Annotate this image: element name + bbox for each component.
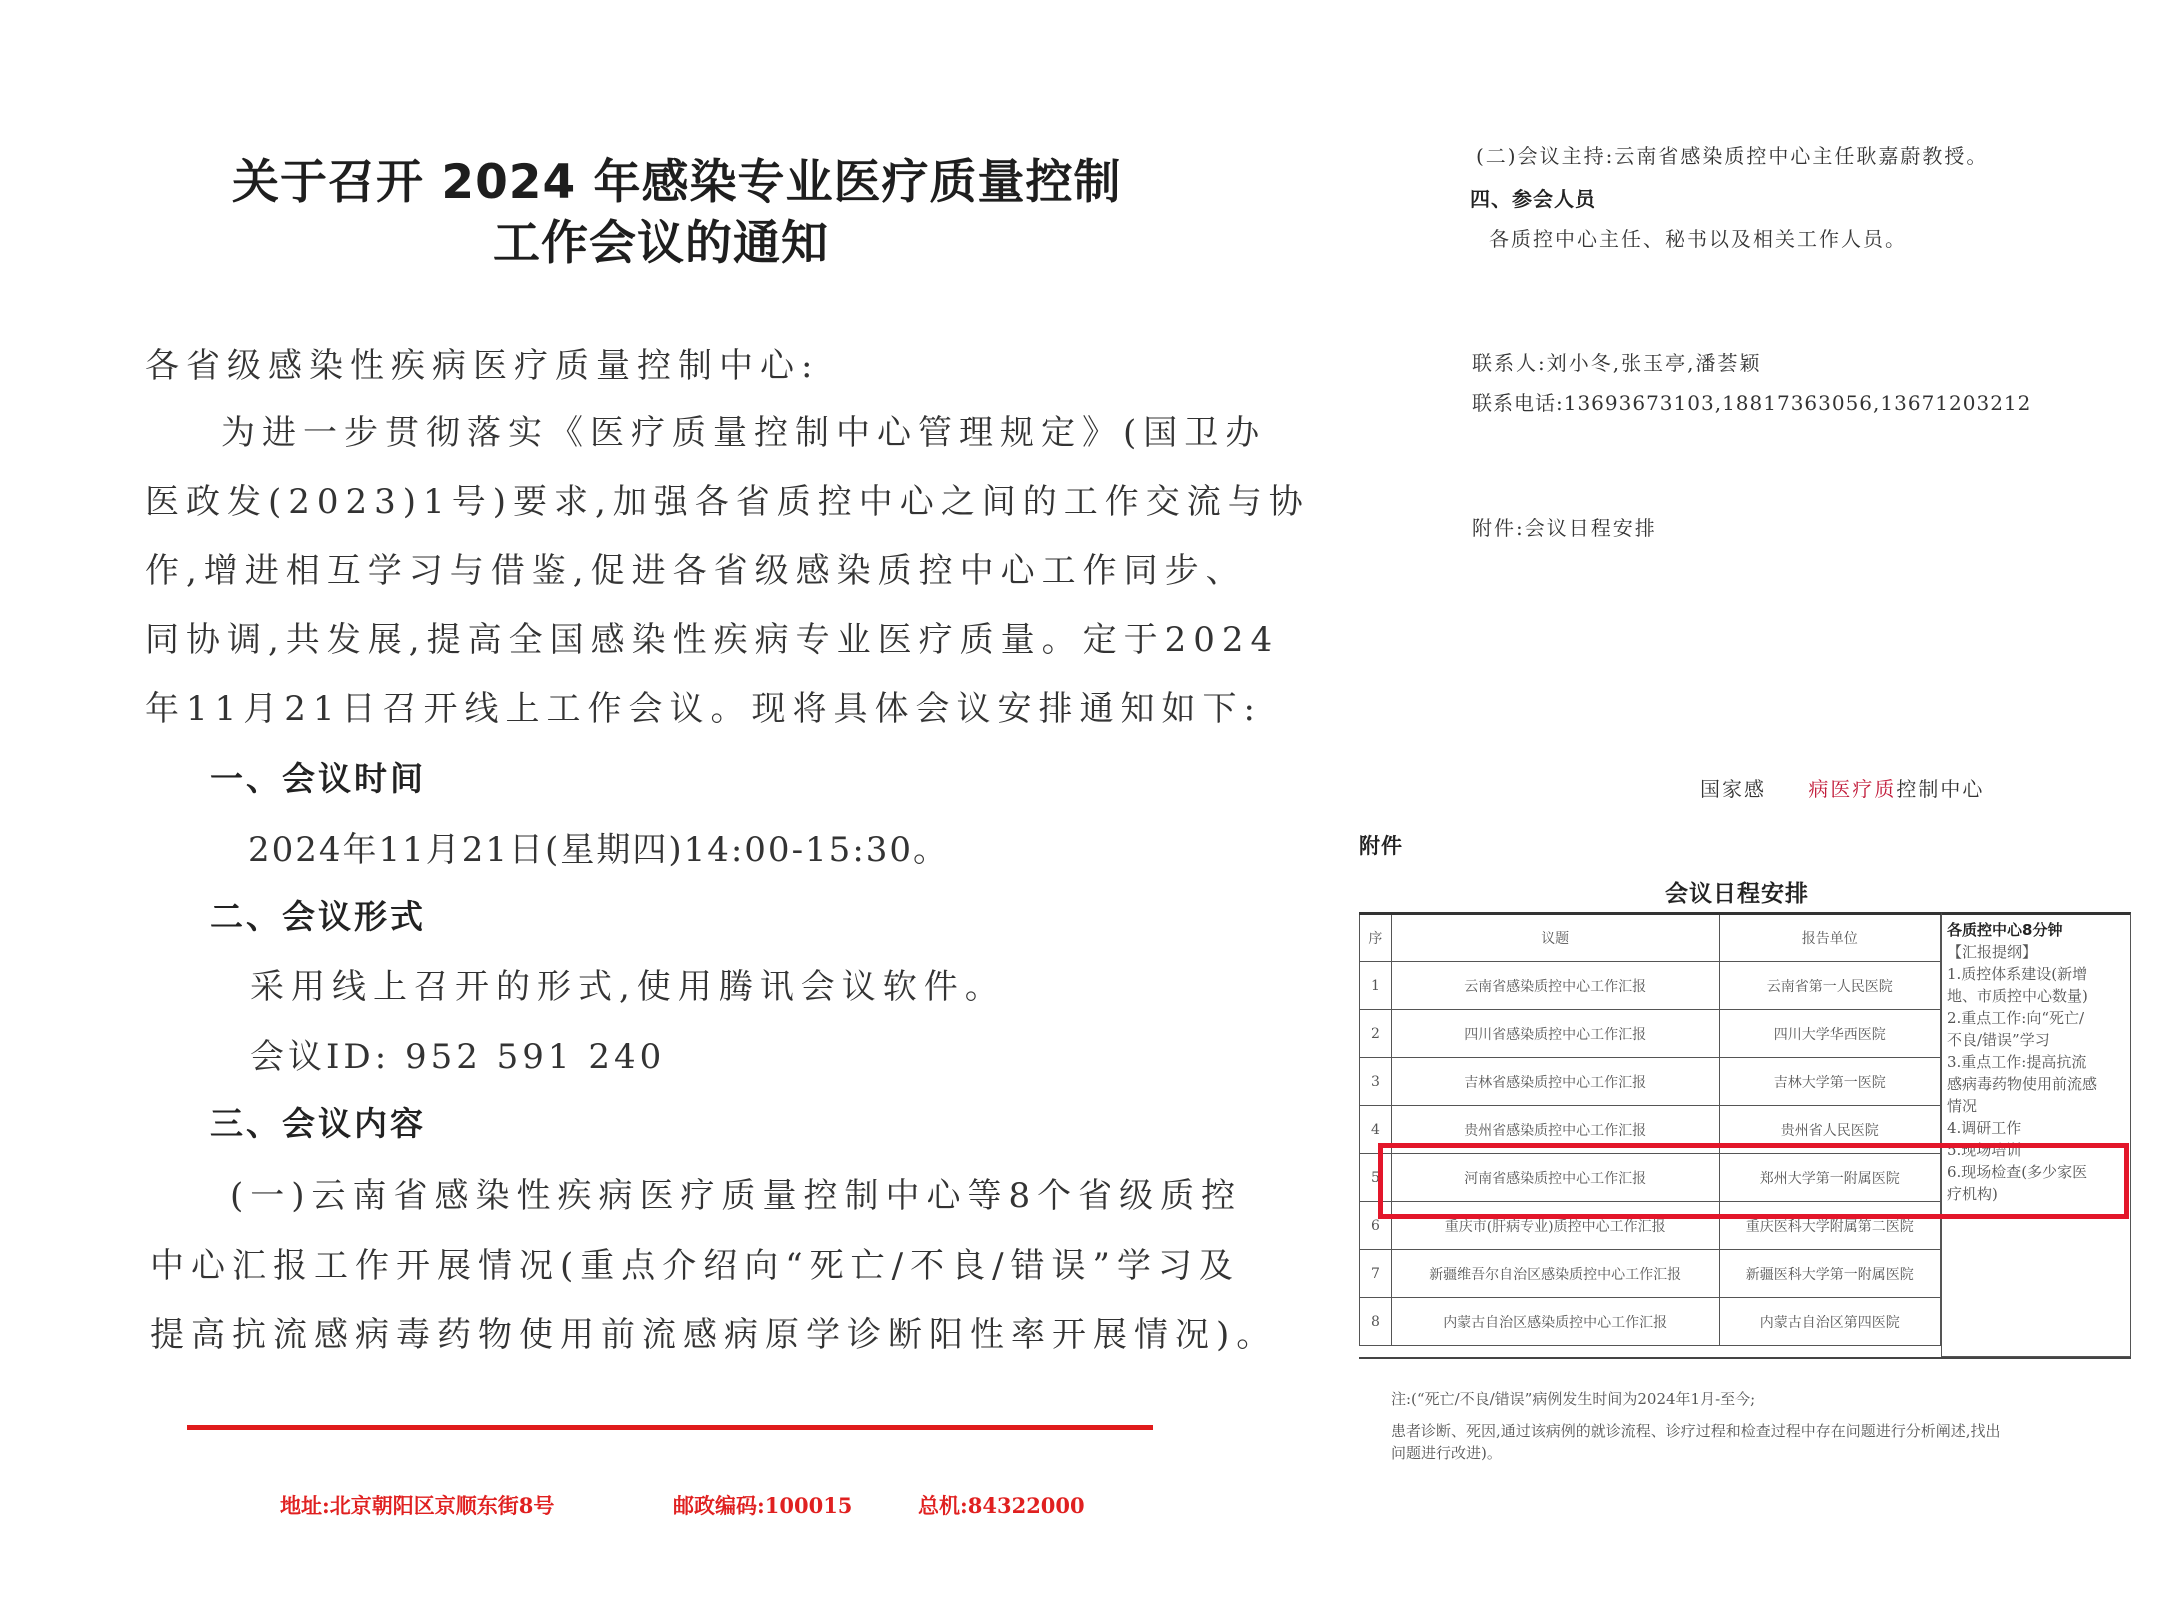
para1-line1: 为进一步贯彻落实《医疗质量控制中心管理规定》(国卫办	[221, 413, 1267, 453]
row-topic: 内蒙古自治区感染质控中心工作汇报	[1391, 1298, 1719, 1346]
table-row	[1360, 1010, 1941, 1058]
sec3-line3: 提高抗流感病毒药物使用前流感病原学诊断阳性率开展情况)。	[150, 1315, 1278, 1355]
issuer-seal-text	[1700, 773, 1984, 802]
outline-line: 6.现场检查(多少家医	[1947, 1163, 2088, 1181]
row-unit: 云南省第一人民医院	[1719, 962, 1940, 1010]
section3-heading: 三、会议内容	[210, 1104, 426, 1143]
row-unit: 新疆医科大学第一附属医院	[1719, 1250, 1940, 1298]
sec3-line2: 中心汇报工作开展情况(重点介绍向“死亡/不良/错误”学习及	[150, 1246, 1240, 1286]
header-index: 序	[1360, 914, 1392, 962]
contact-phone: 联系电话:13693673103,18817363056,13671203212	[1472, 391, 2032, 415]
para1-line3: 作,增进相互学习与借鉴,促进各省级感染质控中心工作同步、	[145, 551, 1247, 591]
note-line1: 注:(“死亡/不良/错误”病例发生时间为2024年1月-至今;	[1391, 1390, 1756, 1408]
table-bottom-rule	[1359, 1357, 2131, 1359]
row-topic: 重庆市(肝病专业)质控中心工作汇报	[1391, 1202, 1719, 1250]
footer-address: 地址:北京朝阳区京顺东街8号	[280, 1493, 555, 1518]
table-row	[1360, 1250, 1941, 1298]
outline-title: 各质控中心8分钟	[1947, 921, 2063, 939]
row-unit: 四川大学华西医院	[1719, 1010, 1940, 1058]
report-outline-box	[1941, 912, 2131, 1357]
meeting-format: 采用线上召开的形式,使用腾讯会议软件。	[250, 967, 1006, 1007]
document-title-line1: 关于召开 2024 年感染专业医疗质量控制	[232, 155, 1122, 210]
outline-line: 2.重点工作:向“死亡/	[1947, 1009, 2085, 1027]
row-index: 2	[1360, 1010, 1392, 1058]
row-topic: 新疆维吾尔自治区感染质控中心工作汇报	[1391, 1250, 1719, 1298]
schedule-title: 会议日程安排	[1665, 881, 1809, 907]
row-topic: 河南省感染质控中心工作汇报	[1391, 1154, 1719, 1202]
para1-line4: 同协调,共发展,提高全国感染性疾病专业医疗质量。定于2024	[145, 620, 1280, 660]
outline-line: 不良/错误”学习	[1947, 1031, 2050, 1049]
outline-line: 【汇报提纲】	[1947, 943, 2038, 961]
outline-line: 情况	[1947, 1097, 1978, 1115]
schedule-table	[1359, 912, 1941, 1346]
meeting-id: 会议ID: 952 591 240	[250, 1037, 666, 1077]
outline-line: 3.重点工作:提高抗流	[1947, 1053, 2087, 1071]
row-index: 4	[1360, 1106, 1392, 1154]
note-line3: 问题进行改进)。	[1391, 1444, 1502, 1462]
header-unit: 报告单位	[1719, 914, 1940, 962]
outline-line: 地、市质控中心数量)	[1947, 987, 2088, 1005]
row-topic: 吉林省感染质控中心工作汇报	[1391, 1058, 1719, 1106]
table-row	[1360, 1058, 1941, 1106]
row-unit: 贵州省人民医院	[1719, 1106, 1940, 1154]
seal-text-a: 国家感	[1700, 777, 1766, 801]
outline-line: 感病毒药物使用前流感	[1947, 1075, 2098, 1093]
row-index: 6	[1360, 1202, 1392, 1250]
footer-red-rule	[187, 1425, 1153, 1430]
note-line2: 患者诊断、死因,通过该病例的就诊流程、诊疗过程和检查过程中存在问题进行分析阐述,找出	[1391, 1422, 2001, 1440]
attendees: 各质控中心主任、秘书以及相关工作人员。	[1489, 227, 1907, 251]
salutation: 各省级感染性疾病医疗质量控制中心:	[145, 346, 820, 386]
row-topic: 云南省感染质控中心工作汇报	[1391, 962, 1719, 1010]
row-unit: 重庆医科大学附属第二医院	[1719, 1202, 1940, 1250]
row-unit: 郑州大学第一附属医院	[1719, 1154, 1940, 1202]
row-topic: 贵州省感染质控中心工作汇报	[1391, 1106, 1719, 1154]
outline-line: 疗机构)	[1947, 1185, 1998, 1203]
highlight-box	[1378, 1143, 2129, 1219]
table-row	[1360, 1298, 1941, 1346]
seal-text-b: 病医疗质	[1808, 777, 1897, 801]
contact-persons: 联系人:刘小冬,张玉亭,潘荟颖	[1472, 351, 1762, 375]
footer-phone: 总机:84322000	[918, 1493, 1085, 1518]
outline-line: 1.质控体系建设(新增	[1947, 965, 2088, 983]
attachment-line: 附件:会议日程安排	[1472, 516, 1657, 540]
row-unit: 内蒙古自治区第四医院	[1719, 1298, 1940, 1346]
table-row	[1360, 962, 1941, 1010]
sec3-line1: (一)云南省感染性疾病医疗质量控制中心等8个省级质控	[230, 1176, 1243, 1216]
row-index: 3	[1360, 1058, 1392, 1106]
row-index: 1	[1360, 962, 1392, 1010]
outline-line: 4.调研工作	[1947, 1119, 2022, 1137]
para1-line5: 年11月21日召开线上工作会议。现将具体会议安排通知如下:	[145, 689, 1262, 729]
document-title-line2: 工作会议的通知	[493, 216, 829, 271]
row-index: 8	[1360, 1298, 1392, 1346]
table-header-row	[1360, 914, 1941, 962]
header-topic: 议题	[1391, 914, 1719, 962]
host-line: (二)会议主持:云南省感染质控中心主任耿嘉蔚教授。	[1476, 144, 1989, 168]
seal-text-c: 控制中心	[1896, 777, 1985, 801]
para1-line2: 医政发(2023)1号)要求,加强各省质控中心之间的工作交流与协	[145, 482, 1310, 522]
row-index: 5	[1360, 1154, 1392, 1202]
appendix-label: 附件	[1359, 834, 1403, 858]
meeting-time: 2024年11月21日(星期四)14:00-15:30。	[248, 830, 950, 870]
section1-heading: 一、会议时间	[210, 759, 426, 798]
section4-heading: 四、参会人员	[1470, 187, 1596, 211]
footer-postcode: 邮政编码:100015	[673, 1493, 853, 1518]
outline-line: 5.现场培训	[1947, 1141, 2022, 1159]
section2-heading: 二、会议形式	[210, 897, 426, 936]
row-index: 7	[1360, 1250, 1392, 1298]
row-topic: 四川省感染质控中心工作汇报	[1391, 1010, 1719, 1058]
row-unit: 吉林大学第一医院	[1719, 1058, 1940, 1106]
